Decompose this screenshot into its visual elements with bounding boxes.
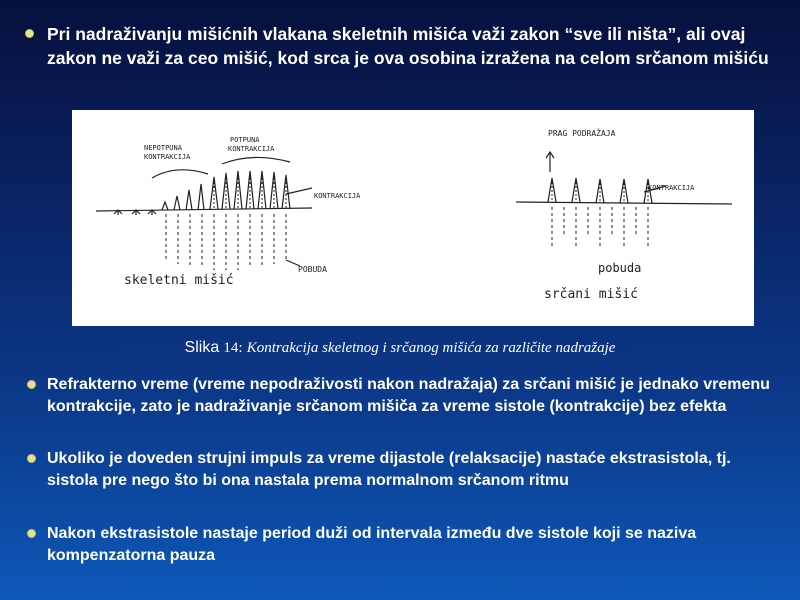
pointer-line	[286, 188, 312, 194]
cardiac-diagram	[516, 152, 732, 247]
bullet-icon	[28, 530, 35, 537]
brace-potpuna	[222, 157, 290, 164]
top-bullet	[26, 22, 786, 70]
contraction-peak	[198, 184, 204, 210]
label-kontrakcija-2: KONTRAKCIJA	[228, 145, 275, 153]
caption-label: Slika	[184, 339, 220, 356]
caption-text: Kontrakcija skeletnog i srčanog mišića za različite nadražaje	[246, 340, 616, 356]
bullet-icon	[28, 381, 35, 388]
bullet-icon	[28, 455, 35, 462]
contraction-peak	[162, 202, 168, 210]
caption-number: 14:	[223, 340, 243, 356]
label-kontrakcija-right: KONTRAKCIJA	[648, 184, 695, 192]
brace-nepotpuna	[152, 170, 208, 178]
label-skeletni-misic: skeletni mišić	[124, 273, 234, 288]
label-prag-podrazaja: PRAG PODRAŽAJA	[548, 129, 616, 138]
figure-caption	[0, 339, 800, 357]
bullet-item	[28, 374, 778, 417]
label-pobuda-left: POBUDA	[298, 265, 327, 274]
contraction-peak	[174, 196, 180, 210]
label-nepotpuna: NEPOTPUNA	[144, 144, 182, 152]
bullet-text: Refrakterno vreme (vreme nepodraživosti nakon nadražaja) za srčani mišić je jednako vremenu kontrakcije, zato je nadraživanje srčanom mišiča za vreme sistole (kontrakcije) bez efekta	[47, 376, 770, 415]
label-potpuna: POTPUNA	[230, 136, 260, 144]
cardiac-baseline	[516, 202, 732, 204]
skeletal-diagram	[96, 157, 312, 270]
bullet-text: Ukoliko je doveden strujni impuls za vreme dijastole (relaksacije) nastaće ekstrasistola, tj. sistola pre nego što bi ona nastala prema normalnom srčanom ritmu	[47, 450, 731, 489]
figure-image	[72, 110, 754, 326]
contraction-peak	[186, 190, 192, 210]
label-pobuda-right: pobuda	[598, 261, 642, 275]
bullet-item	[28, 448, 778, 491]
label-kontrakcija-1: KONTRAKCIJA	[144, 153, 191, 161]
bullet-text: Nakon ekstrasistole nastaje period duži od intervala između dve sistole koji se naziva kompenzatorna pauza	[47, 525, 697, 564]
bullet-item	[28, 523, 778, 566]
bullet-icon	[26, 30, 33, 37]
contraction-peak	[210, 177, 218, 209]
label-kontrakcija-left: KONTRAKCIJA	[314, 192, 361, 200]
label-srcani-misic: srčani mišić	[544, 287, 638, 302]
top-bullet-text: Pri nadraživanju mišićnih vlakana skeletnih mišića važi zakon “sve ili ništa”, ali ovaj zakon ne važi za ceo mišić, kod srca je ova osobina izražena na celom srčanom mišiću	[47, 24, 769, 68]
contraction-diagram	[72, 110, 754, 326]
